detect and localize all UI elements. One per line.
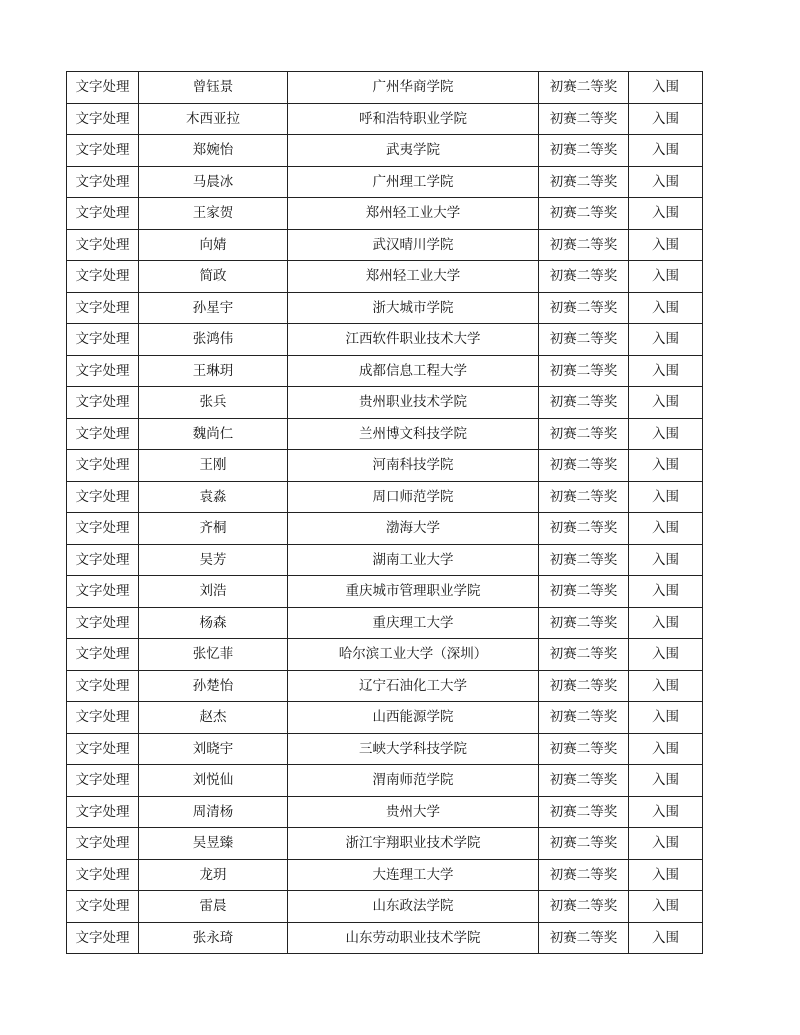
results-table-body <box>67 72 703 954</box>
school-cell: 哈尔滨工业大学（深圳） <box>288 639 539 671</box>
table-row <box>67 324 703 356</box>
school-cell: 重庆城市管理职业学院 <box>288 576 539 608</box>
award-cell: 初赛二等奖 <box>539 103 629 135</box>
school-cell: 重庆理工大学 <box>288 607 539 639</box>
category-cell: 文字处理 <box>67 544 139 576</box>
category-cell: 文字处理 <box>67 229 139 261</box>
school-cell: 呼和浩特职业学院 <box>288 103 539 135</box>
name-cell: 周清杨 <box>139 796 288 828</box>
award-cell: 初赛二等奖 <box>539 544 629 576</box>
table-row <box>67 72 703 104</box>
school-cell: 兰州博文科技学院 <box>288 418 539 450</box>
name-cell: 王家贺 <box>139 198 288 230</box>
award-cell: 初赛二等奖 <box>539 670 629 702</box>
name-cell: 刘悦仙 <box>139 765 288 797</box>
award-cell: 初赛二等奖 <box>539 229 629 261</box>
category-cell: 文字处理 <box>67 135 139 167</box>
table-row <box>67 450 703 482</box>
category-cell: 文字处理 <box>67 324 139 356</box>
table-row <box>67 418 703 450</box>
award-cell: 初赛二等奖 <box>539 639 629 671</box>
status-cell: 入围 <box>629 324 703 356</box>
school-cell: 江西软件职业技术大学 <box>288 324 539 356</box>
category-cell: 文字处理 <box>67 261 139 293</box>
name-cell: 曾钰景 <box>139 72 288 104</box>
award-cell: 初赛二等奖 <box>539 450 629 482</box>
name-cell: 吴芳 <box>139 544 288 576</box>
category-cell: 文字处理 <box>67 859 139 891</box>
table-row <box>67 513 703 545</box>
table-row <box>67 891 703 923</box>
table-row <box>67 135 703 167</box>
name-cell: 刘浩 <box>139 576 288 608</box>
school-cell: 广州理工学院 <box>288 166 539 198</box>
school-cell: 三峡大学科技学院 <box>288 733 539 765</box>
status-cell: 入围 <box>629 481 703 513</box>
category-cell: 文字处理 <box>67 72 139 104</box>
status-cell: 入围 <box>629 72 703 104</box>
status-cell: 入围 <box>629 733 703 765</box>
school-cell: 山东政法学院 <box>288 891 539 923</box>
name-cell: 王琳玥 <box>139 355 288 387</box>
award-cell: 初赛二等奖 <box>539 481 629 513</box>
school-cell: 成都信息工程大学 <box>288 355 539 387</box>
award-cell: 初赛二等奖 <box>539 796 629 828</box>
status-cell: 入围 <box>629 859 703 891</box>
name-cell: 孙楚怡 <box>139 670 288 702</box>
school-cell: 武夷学院 <box>288 135 539 167</box>
name-cell: 马晨冰 <box>139 166 288 198</box>
name-cell: 齐桐 <box>139 513 288 545</box>
award-cell: 初赛二等奖 <box>539 702 629 734</box>
school-cell: 河南科技学院 <box>288 450 539 482</box>
table-row <box>67 292 703 324</box>
table-row <box>67 639 703 671</box>
table-row <box>67 544 703 576</box>
name-cell: 郑婉怡 <box>139 135 288 167</box>
category-cell: 文字处理 <box>67 639 139 671</box>
category-cell: 文字处理 <box>67 922 139 954</box>
table-row <box>67 859 703 891</box>
school-cell: 贵州大学 <box>288 796 539 828</box>
table-row <box>67 198 703 230</box>
table-row <box>67 103 703 135</box>
award-cell: 初赛二等奖 <box>539 166 629 198</box>
award-cell: 初赛二等奖 <box>539 198 629 230</box>
category-cell: 文字处理 <box>67 292 139 324</box>
name-cell: 杨森 <box>139 607 288 639</box>
school-cell: 郑州轻工业大学 <box>288 198 539 230</box>
award-cell: 初赛二等奖 <box>539 607 629 639</box>
status-cell: 入围 <box>629 796 703 828</box>
category-cell: 文字处理 <box>67 828 139 860</box>
status-cell: 入围 <box>629 450 703 482</box>
category-cell: 文字处理 <box>67 576 139 608</box>
name-cell: 向婧 <box>139 229 288 261</box>
name-cell: 吴昱臻 <box>139 828 288 860</box>
status-cell: 入围 <box>629 828 703 860</box>
award-cell: 初赛二等奖 <box>539 72 629 104</box>
award-cell: 初赛二等奖 <box>539 387 629 419</box>
status-cell: 入围 <box>629 418 703 450</box>
award-cell: 初赛二等奖 <box>539 733 629 765</box>
award-cell: 初赛二等奖 <box>539 891 629 923</box>
category-cell: 文字处理 <box>67 103 139 135</box>
category-cell: 文字处理 <box>67 166 139 198</box>
name-cell: 张鸿伟 <box>139 324 288 356</box>
category-cell: 文字处理 <box>67 702 139 734</box>
award-cell: 初赛二等奖 <box>539 576 629 608</box>
school-cell: 辽宁石油化工大学 <box>288 670 539 702</box>
table-row <box>67 702 703 734</box>
table-row <box>67 387 703 419</box>
name-cell: 袁淼 <box>139 481 288 513</box>
name-cell: 张兵 <box>139 387 288 419</box>
category-cell: 文字处理 <box>67 450 139 482</box>
status-cell: 入围 <box>629 513 703 545</box>
status-cell: 入围 <box>629 261 703 293</box>
status-cell: 入围 <box>629 576 703 608</box>
status-cell: 入围 <box>629 702 703 734</box>
table-row <box>67 670 703 702</box>
table-row <box>67 229 703 261</box>
award-cell: 初赛二等奖 <box>539 922 629 954</box>
award-cell: 初赛二等奖 <box>539 324 629 356</box>
name-cell: 龙玥 <box>139 859 288 891</box>
table-row <box>67 733 703 765</box>
name-cell: 木西亚拉 <box>139 103 288 135</box>
status-cell: 入围 <box>629 607 703 639</box>
school-cell: 山东劳动职业技术学院 <box>288 922 539 954</box>
category-cell: 文字处理 <box>67 198 139 230</box>
results-table <box>66 71 703 954</box>
table-row <box>67 261 703 293</box>
table-row <box>67 828 703 860</box>
name-cell: 雷晨 <box>139 891 288 923</box>
school-cell: 渭南师范学院 <box>288 765 539 797</box>
name-cell: 王刚 <box>139 450 288 482</box>
status-cell: 入围 <box>629 355 703 387</box>
category-cell: 文字处理 <box>67 765 139 797</box>
category-cell: 文字处理 <box>67 891 139 923</box>
category-cell: 文字处理 <box>67 513 139 545</box>
table-row <box>67 355 703 387</box>
name-cell: 张忆菲 <box>139 639 288 671</box>
school-cell: 大连理工大学 <box>288 859 539 891</box>
status-cell: 入围 <box>629 229 703 261</box>
category-cell: 文字处理 <box>67 481 139 513</box>
name-cell: 赵杰 <box>139 702 288 734</box>
status-cell: 入围 <box>629 292 703 324</box>
table-row <box>67 576 703 608</box>
table-row <box>67 765 703 797</box>
award-cell: 初赛二等奖 <box>539 859 629 891</box>
table-row <box>67 607 703 639</box>
status-cell: 入围 <box>629 922 703 954</box>
status-cell: 入围 <box>629 103 703 135</box>
school-cell: 郑州轻工业大学 <box>288 261 539 293</box>
award-cell: 初赛二等奖 <box>539 513 629 545</box>
status-cell: 入围 <box>629 639 703 671</box>
school-cell: 贵州职业技术学院 <box>288 387 539 419</box>
award-cell: 初赛二等奖 <box>539 261 629 293</box>
award-cell: 初赛二等奖 <box>539 135 629 167</box>
school-cell: 武汉晴川学院 <box>288 229 539 261</box>
category-cell: 文字处理 <box>67 670 139 702</box>
award-cell: 初赛二等奖 <box>539 828 629 860</box>
school-cell: 浙江宇翔职业技术学院 <box>288 828 539 860</box>
status-cell: 入围 <box>629 670 703 702</box>
category-cell: 文字处理 <box>67 607 139 639</box>
school-cell: 周口师范学院 <box>288 481 539 513</box>
name-cell: 简政 <box>139 261 288 293</box>
category-cell: 文字处理 <box>67 418 139 450</box>
status-cell: 入围 <box>629 387 703 419</box>
name-cell: 张永琦 <box>139 922 288 954</box>
status-cell: 入围 <box>629 135 703 167</box>
name-cell: 魏尚仁 <box>139 418 288 450</box>
status-cell: 入围 <box>629 765 703 797</box>
award-cell: 初赛二等奖 <box>539 355 629 387</box>
school-cell: 湖南工业大学 <box>288 544 539 576</box>
award-cell: 初赛二等奖 <box>539 292 629 324</box>
award-cell: 初赛二等奖 <box>539 765 629 797</box>
status-cell: 入围 <box>629 198 703 230</box>
table-row <box>67 166 703 198</box>
school-cell: 广州华商学院 <box>288 72 539 104</box>
status-cell: 入围 <box>629 891 703 923</box>
category-cell: 文字处理 <box>67 796 139 828</box>
table-row <box>67 922 703 954</box>
award-cell: 初赛二等奖 <box>539 418 629 450</box>
school-cell: 浙大城市学院 <box>288 292 539 324</box>
category-cell: 文字处理 <box>67 355 139 387</box>
name-cell: 孙星宇 <box>139 292 288 324</box>
status-cell: 入围 <box>629 166 703 198</box>
category-cell: 文字处理 <box>67 733 139 765</box>
table-row <box>67 796 703 828</box>
table-row <box>67 481 703 513</box>
status-cell: 入围 <box>629 544 703 576</box>
school-cell: 山西能源学院 <box>288 702 539 734</box>
category-cell: 文字处理 <box>67 387 139 419</box>
name-cell: 刘晓宇 <box>139 733 288 765</box>
school-cell: 渤海大学 <box>288 513 539 545</box>
